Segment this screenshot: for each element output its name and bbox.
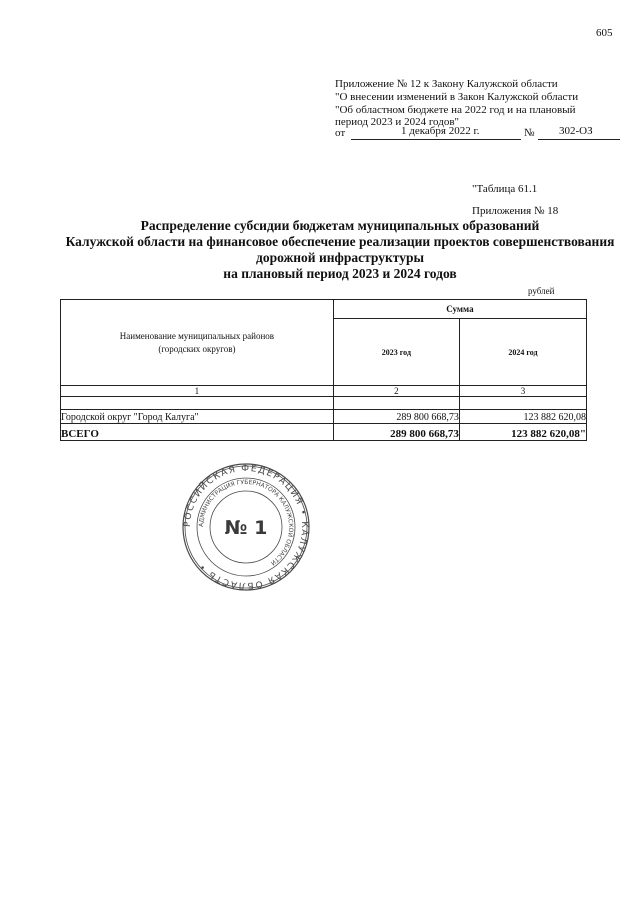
- law-number: 302-ОЗ: [559, 125, 593, 137]
- column-header-name-line-1: Наименование муниципальных районов: [119, 330, 275, 341]
- spacer-cell: [61, 397, 334, 410]
- column-number-row: [61, 386, 587, 397]
- header-line-1: Приложение № 12 к Закону Калужской области: [335, 78, 558, 90]
- page-number: 605: [596, 27, 613, 39]
- row-value-2023: 289 800 668,73: [333, 410, 459, 424]
- column-header-name: [61, 300, 334, 386]
- appendix-label: Приложения № 18: [472, 205, 559, 217]
- title-line-2: Калужской области на финансовое обеспечение реализации проектов совершенствования: [65, 234, 615, 249]
- header-line-4: период 2023 и 2024 годов": [335, 116, 460, 128]
- column-header-name-line-2: (городских округов): [158, 343, 236, 354]
- seal-outer-text: РОССИЙСКАЯ ФЕДЕРАЦИЯ • КАЛУЖСКАЯ ОБЛАСТЬ •: [182, 463, 310, 591]
- subsidy-table: [60, 299, 587, 441]
- from-label: от: [335, 127, 346, 139]
- table-label: "Таблица 61.1: [472, 183, 538, 195]
- unit-label: рублей: [528, 286, 555, 296]
- document-header: [335, 78, 625, 140]
- spacer-cell: [459, 397, 586, 410]
- row-name: Городской округ "Город Калуга": [61, 410, 334, 424]
- column-number-3: 3: [459, 386, 586, 397]
- number-label: №: [524, 127, 535, 139]
- table-row: [61, 410, 587, 424]
- header-line-3: "Об областном бюджете на 2022 год и на плановый: [335, 104, 576, 116]
- spacer-cell: [333, 397, 459, 410]
- seal-inner-text: АДМИНИСТРАЦИЯ ГУБЕРНАТОРА КАЛУЖСКОЙ ОБЛАСТИ: [197, 478, 295, 567]
- title-line-4: на плановый период 2023 и 2024 годов: [223, 266, 457, 281]
- number-underline: [538, 139, 620, 140]
- seal-number: № 1: [224, 517, 268, 539]
- column-number-2: 2: [333, 386, 459, 397]
- spacer-row: [61, 397, 587, 410]
- total-label: ВСЕГО: [61, 424, 334, 441]
- header-line-2: "О внесении изменений в Закон Калужской области: [335, 91, 579, 103]
- official-seal: [181, 462, 311, 592]
- law-date: 1 декабря 2022 г.: [401, 125, 480, 137]
- document-title: [40, 218, 639, 282]
- total-row: [61, 424, 587, 441]
- law-date-number-row: [335, 125, 625, 140]
- title-line-3: дорожной инфраструктуры: [255, 250, 425, 265]
- column-header-sum: Сумма: [333, 300, 586, 319]
- title-line-1: Распределение субсидии бюджетам муниципальных образований: [140, 218, 540, 233]
- column-header-2024: 2024 год: [459, 319, 586, 386]
- total-value-2024: 123 882 620,08": [459, 424, 586, 441]
- column-header-2023: 2023 год: [333, 319, 459, 386]
- row-value-2024: 123 882 620,08: [459, 410, 586, 424]
- total-value-2023: 289 800 668,73: [333, 424, 459, 441]
- column-number-1: 1: [61, 386, 334, 397]
- date-underline: [351, 139, 521, 140]
